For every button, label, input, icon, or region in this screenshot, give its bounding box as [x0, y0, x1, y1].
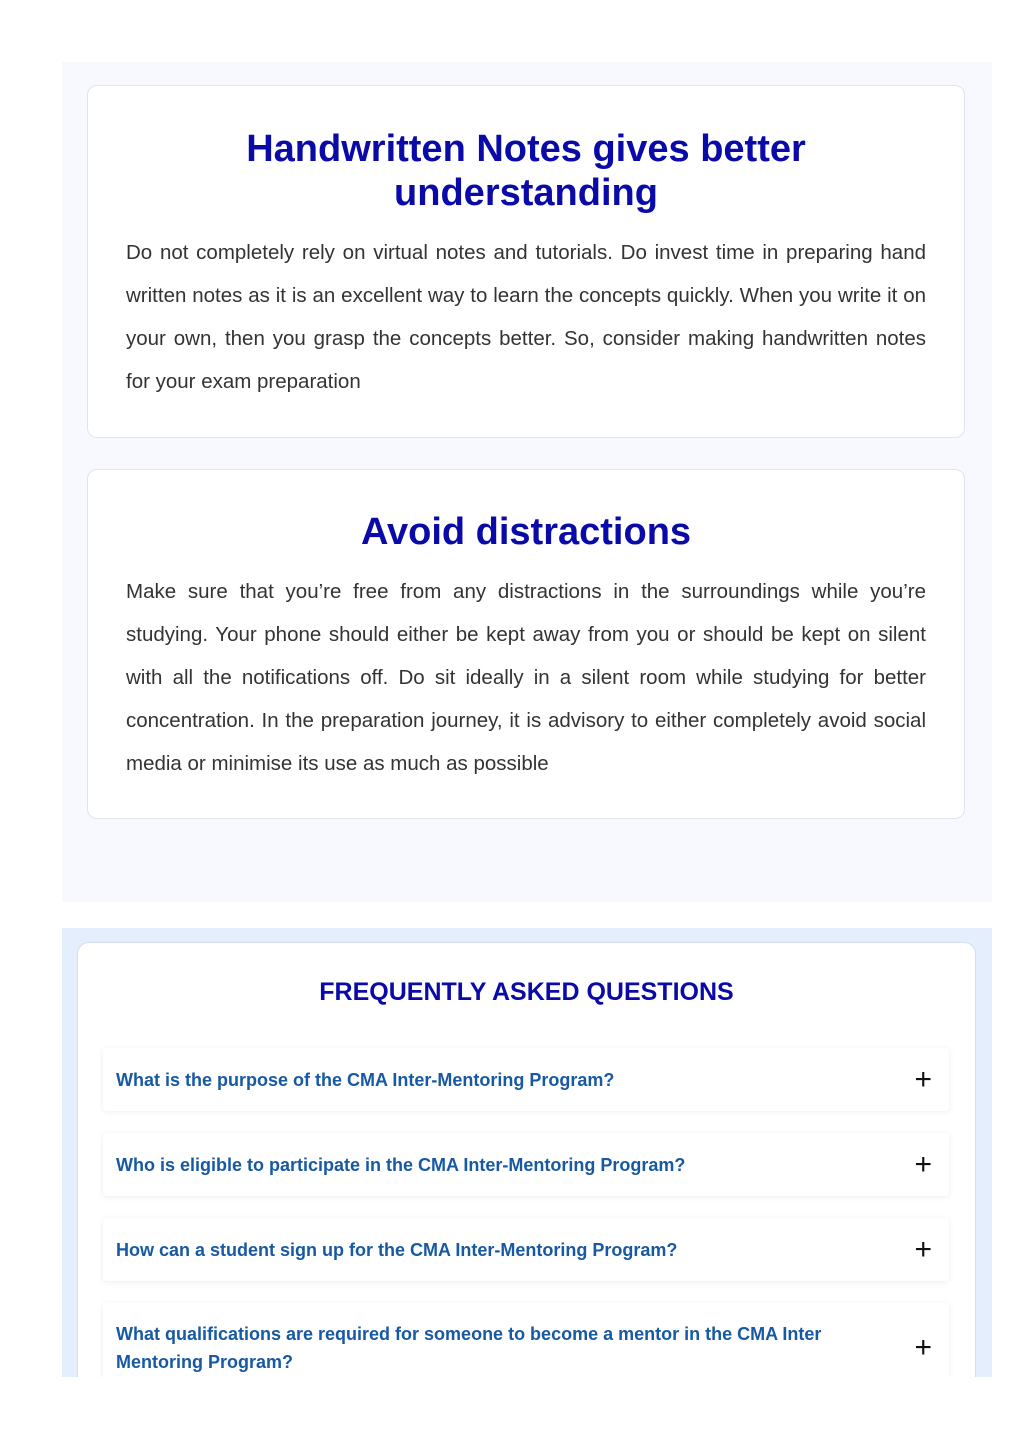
study-tips-section [62, 62, 992, 902]
faq-question: Who is eligible to participate in the CMA Inter-Mentoring Program? [116, 1154, 686, 1175]
plus-icon[interactable]: + [914, 1232, 932, 1266]
faq-item[interactable] [103, 1218, 949, 1281]
faq-section [62, 928, 992, 1377]
tip-body: Do not completely rely on virtual notes and tutorials. Do invest time in preparing hand written notes as it is an excellent way to learn the concepts quickly. When you write it on your own, then you grasp the concepts better. So, consider making handwritten notes for your exam preparation [126, 241, 926, 393]
faq-item[interactable] [103, 1048, 949, 1111]
plus-icon[interactable]: + [914, 1147, 932, 1181]
plus-icon[interactable]: + [914, 1062, 932, 1096]
faq-question: What is the purpose of the CMA Inter-Mentoring Program? [116, 1069, 615, 1090]
tip-card-avoid-distractions [87, 469, 965, 819]
faq-question: How can a student sign up for the CMA Inter-Mentoring Program? [116, 1239, 678, 1260]
faq-card [77, 942, 976, 1377]
tip-title: Handwritten Notes gives better understanding [246, 128, 806, 214]
faq-question: What qualifications are required for someone to become a mentor in the CMA Inter Mentoring Program? [116, 1324, 822, 1372]
tip-body: Make sure that you’re free from any distractions in the surroundings while you’re studying. Your phone should either be kept away from you or should be kept on silent with all the notifications off. Do sit ideally in a silent room while studying for better concentration. In the preparation journey, it is advisory to either completely avoid social media or minimise its use as much as possible [126, 580, 926, 775]
plus-icon[interactable]: + [914, 1331, 932, 1364]
faq-heading: FREQUENTLY ASKED QUESTIONS [319, 978, 734, 1006]
tip-title: Avoid distractions [360, 511, 692, 553]
faq-item[interactable] [103, 1303, 949, 1377]
tip-card-handwritten-notes [87, 85, 965, 438]
faq-item[interactable] [103, 1133, 949, 1196]
